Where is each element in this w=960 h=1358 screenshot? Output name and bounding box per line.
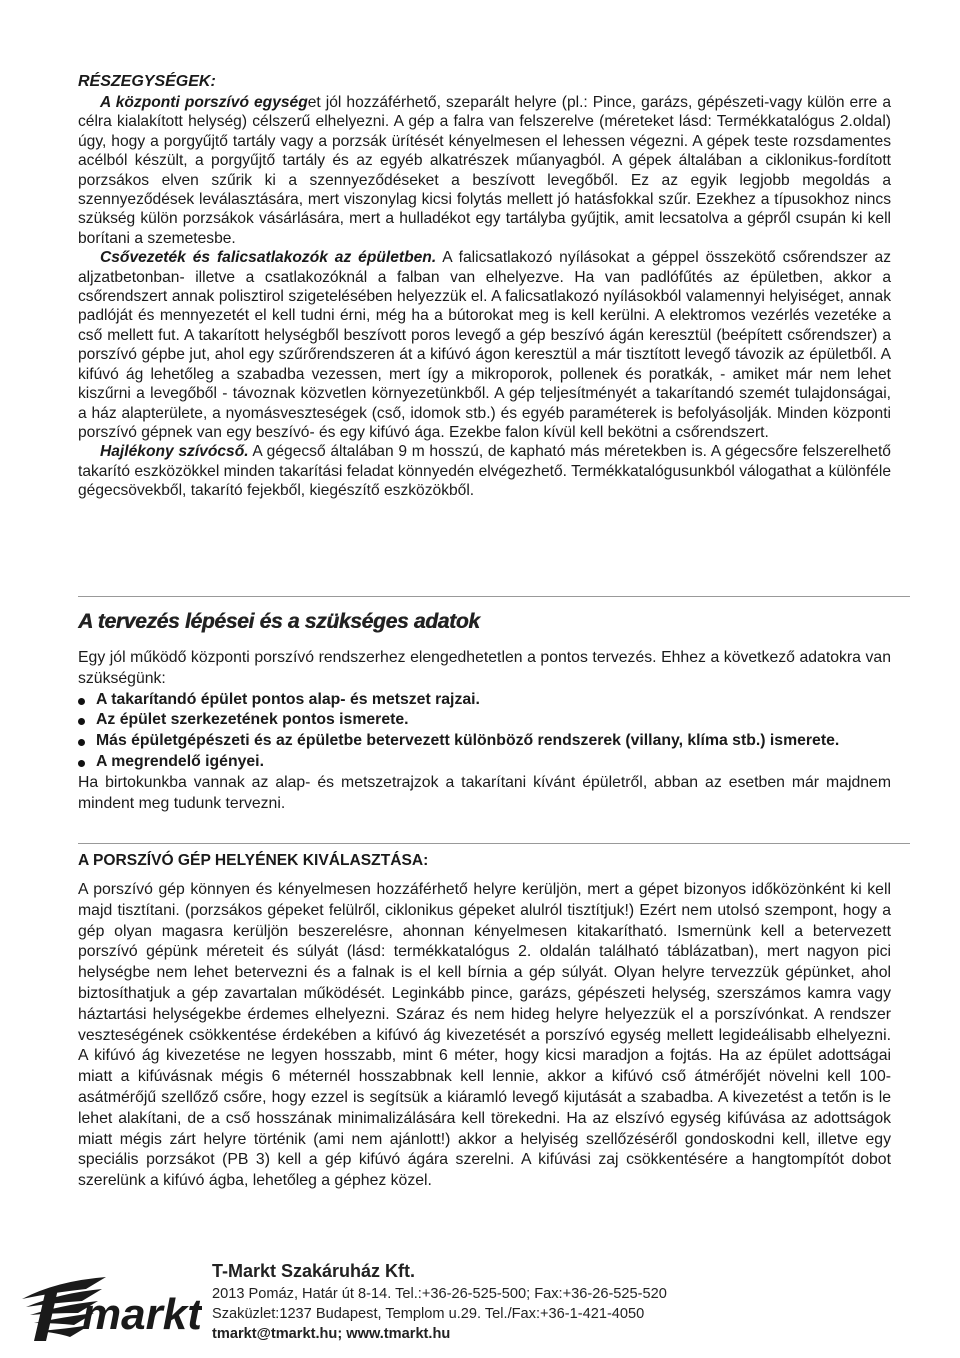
store-address: Szaküzlet:1237 Budapest, Templom u.29. Tel./Fax:+36-1-421-4050 bbox=[212, 1306, 645, 1322]
section-heading-planning: A tervezés lépései és a szükséges adatok bbox=[78, 610, 480, 633]
paragraph-piping-text: A falicsatlakozó nyílásokat a géppel összekötő csőrendszer az aljzatbetonban- illetve a csatlakozóknál a falban van elhelyezve. Ha van padlófűtés az épületben, akkor a csőrendszert annak polisztirol szigetelésében helyezzük el. A falicsatlakozó nyílásokból valamennyi helyiséget, annak padlóját és mennyezetét el kell tudni érni, még ha a bútorokat meg is kell kerülni. A elektromos vezérlés vezetéke a cső mellett fut. A takarított helységből beszívott poros levegő a gép beszívó ágán keresztül (beépített csőrendszer) a porszívó gépbe jut, ahol egy szűrőrendszeren át a kifúvó ágon keresztül a már tisztított levegő távozik az épületből. A kifúvó ág lehetőleg a szabadba vezessen, mert így a mikroporok, pollenek és poratkák, - amiket már nem lehet kiszűrni a levegőből - távoznak közvetlen környezetünkből. A gép teljesítményét a takarítandó szemét tulajdonságai, a ház alapterülete, a nyomásveszteségek (cső, idomok stb.) és egyéb paraméterek is befolyásolják. Minden központi porszívó gépnek van egy beszívó- és egy kifúvó ága. Ezekbe falon kívül kell bekötni a csőrendszert. bbox=[78, 249, 891, 441]
list-item: A takarítandó épület pontos alap- és metszet rajzai. bbox=[78, 690, 891, 711]
paragraph-hose-text: A gégecső általában 9 m hosszú, de kapható más méretekben is. A gégecsőre felszerelhető takarító eszközökkel minden takarítási feladat könnyedén elvégezhető. Termékkatalógusunkból válogathat a különféle gégecsövekből, takarító fejekből, kiegészítő eszközökből. bbox=[78, 443, 891, 500]
logo-text: markt bbox=[82, 1290, 202, 1339]
list-item: Más épületgépészeti és az épületbe betervezett különböző rendszerek (villany, klíma stb.) ismerete. bbox=[78, 731, 891, 752]
list-item: Az épület szerkezetének pontos ismerete. bbox=[78, 710, 891, 731]
company-name: T-Markt Szakáruház Kft. bbox=[212, 1261, 416, 1281]
paragraph-central-unit-text: et jól hozzáférhető, szeparált helyre (pl.: Pince, garázs, gépészeti-vagy külön erre a célra kialakított helység) célszerű elhelyezni. A gép a falra van felszerelve (méreteket lásd: Termékkatalógus 2.oldal) úgy, hogy a porgyűjtő tartály vagy a porzsák ürítését kényelmesen el lehessen végezni. A gépek teste rozsdamentes acélból készült, a porgyűjtő tartály és az egyéb alkatrészek műanyagból. A gépek általában a ciklonikus-fordított porzsákos elven szűrik ki a szennyeződéseket a beszívott levegőből. Ez az egyik legjobb megoldás a szennyeződések leválasztására, mert viszonylag kicsi folytás mellett jó hatásfokkal szűr. Ezekhez a típusokhoz nincs szükség külön porzsákok vásárlására, mert a hulladékot egy tartályba gyűjtik, amit lecsatolva a gépről csupán ki kell borítani a szemetesbe. bbox=[78, 94, 891, 247]
paragraph-central-unit bbox=[78, 93, 891, 248]
company-web[interactable]: tmarkt@tmarkt.hu; www.tmarkt.hu bbox=[212, 1326, 451, 1342]
section-title-parts: RÉSZEGYSÉGEK: bbox=[78, 73, 216, 90]
company-address: 2013 Pomáz, Határ út 8-14. Tel.:+36-26-525-500; Fax:+36-26-525-520 bbox=[212, 1286, 667, 1302]
planning-intro: Egy jól működő központi porszívó rendszerhez elengedhetetlen a pontos tervezés. Ehhez a következő adatokra van szükségünk: bbox=[78, 649, 891, 687]
requirements-list bbox=[78, 690, 891, 773]
planning-outro: Ha birtokunkba vannak az alap- és metszetrajzok a takarítani kívánt épületről, abban az esetben már majdnem mindent meg tudunk tervezni. bbox=[78, 773, 891, 812]
footer bbox=[0, 1255, 960, 1358]
section-heading-placement: A PORSZÍVÓ GÉP HELYÉNEK KIVÁLASZTÁSA: bbox=[78, 852, 429, 869]
term-central-unit: A központi porszívó egység bbox=[100, 94, 308, 111]
section-parts bbox=[78, 72, 891, 501]
bullet-icon bbox=[78, 760, 85, 767]
term-hose: Hajlékony szívócső. bbox=[100, 443, 249, 461]
paragraph-piping bbox=[78, 248, 891, 442]
divider-middle bbox=[78, 843, 910, 844]
t-markt-logo bbox=[16, 1259, 202, 1347]
list-item: A megrendelő igényei. bbox=[78, 752, 891, 773]
divider-top bbox=[78, 596, 910, 597]
paragraph-hose bbox=[78, 442, 891, 500]
bullet-icon bbox=[78, 718, 85, 725]
placement-text: A porszívó gép könnyen és kényelmesen hozzáférhető helyre kerüljön, mert a gépet bizonyos időközönként ki kell majd tisztítani. (porzsákos gépeket felülről, ciklonikus gépeket alulról tisztítjuk!) Ezért nem utolsó szempont, hogy a gép olyan magasra kerüljön beszerelésre, ahonnan kényelmesen kitakarítható. Ismernünk kell a betervezett porszívó gépünk méreteit és súlyát (lásd: termékkatalógus 2. oldalán található táblázatban), mert nagyon pici helységbe nem lehet betervezni és a falnak is el kell bírnia a gép súlyát. Olyan helyre tervezzük gépünket, ahol biztosíthatjuk a gép zavartalan működését. Leginkább pince, garázs, gépészeti helység, szerszámos kamra vagy háztartási helységekbe érdemes elhelyezni. Száraz és nem hideg helyre helyezzük el a porszívónkat. A rendszer veszteségének csökkentése érdekében a kifúvó ág kivezetését a porszívó egység mellett legideálisabb elhelyezni. A kifúvó ág kivezetése ne legyen hosszabb, mint 6 méter, hogy kicsi maradjon a fojtás. Ha az épület adottságai miatt a kifúvásnak mégis 6 méternél hosszabbnak kell lennie, akkor a kifúvó cső átmérőjét növelni kell 100-asátmérőjű szellőző csőre, hogy ezzel is segítsük a kiáramló levegő kijutását a szabadba. A kivezetést a tetőn is le lehet alakítani, de a cső hosszának minimalizálására kell törekedni. Ha az elszívó egység kifúvása az adottságok miatt mégis zárt helyre történik (ami nem ajánlott!) akkor a helyiség szellőzéséről gondoskodni kell, illetve egy speciális porzsákot (PB 3) kell a gép kifúvó ágára szerelni. A kifúvási zaj csökkentésére a hangtompítót dobot szerelünk a kifúvó ágba, lehetőleg a géphez közel. bbox=[78, 881, 891, 1190]
section-placement bbox=[78, 880, 891, 1192]
term-piping: Csővezeték és falicsatlakozók az épületben. bbox=[100, 249, 437, 267]
bullet-icon bbox=[78, 739, 85, 746]
bullet-icon bbox=[78, 698, 85, 705]
section-planning bbox=[78, 648, 891, 814]
